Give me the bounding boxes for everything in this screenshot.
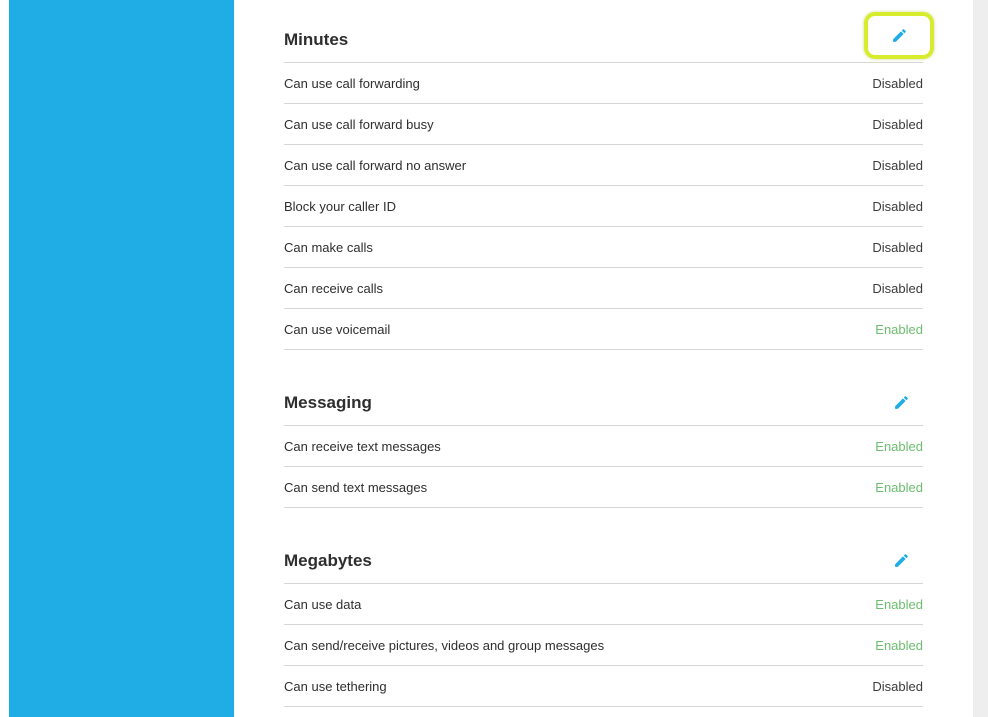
setting-status: Disabled [872,157,923,173]
pencil-icon [893,552,910,569]
setting-row [284,309,923,350]
setting-label: Can send text messages [284,479,428,495]
setting-label: Can send/receive pictures, videos and group messages [284,637,605,653]
setting-label: Can use voicemail [284,321,391,337]
setting-status: Disabled [872,239,923,255]
setting-row [284,426,923,467]
setting-status: Enabled [875,321,923,337]
sidebar [9,0,234,717]
setting-row [284,625,923,666]
section-header [284,0,923,63]
setting-row [284,467,923,508]
section-title: Messaging [284,393,372,412]
setting-row [284,63,923,104]
setting-status: Enabled [875,596,923,612]
setting-row [284,104,923,145]
setting-label: Can receive text messages [284,438,441,454]
setting-label: Can use call forwarding [284,75,420,91]
setting-row [284,268,923,309]
setting-label: Can receive calls [284,280,383,296]
pencil-icon [893,394,910,411]
settings-content [284,0,923,707]
setting-row [284,186,923,227]
section-title: Minutes [284,30,349,49]
setting-row [284,227,923,268]
setting-status: Enabled [875,637,923,653]
setting-row [284,145,923,186]
setting-label: Can make calls [284,239,373,255]
setting-status: Disabled [872,75,923,91]
setting-row [284,584,923,625]
setting-status: Enabled [875,479,923,495]
section-messaging [284,350,923,508]
section-header [284,350,923,426]
section-minutes [284,0,923,350]
setting-status: Disabled [872,116,923,132]
setting-label: Block your caller ID [284,198,396,214]
edit-minutes-button[interactable] [864,12,934,59]
setting-label: Can use tethering [284,678,387,694]
scrollbar-track[interactable] [973,0,988,717]
setting-label: Can use data [284,596,362,612]
setting-status: Disabled [872,280,923,296]
setting-status: Disabled [872,678,923,694]
section-title: Megabytes [284,551,372,570]
section-megabytes [284,508,923,707]
pencil-icon [891,27,908,44]
section-header [284,508,923,584]
page-left-edge [0,0,9,717]
setting-row [284,666,923,707]
setting-label: Can use call forward no answer [284,157,467,173]
edit-megabytes-button[interactable] [886,546,916,574]
setting-label: Can use call forward busy [284,116,434,132]
setting-status: Enabled [875,438,923,454]
edit-messaging-button[interactable] [886,388,916,416]
setting-status: Disabled [872,198,923,214]
